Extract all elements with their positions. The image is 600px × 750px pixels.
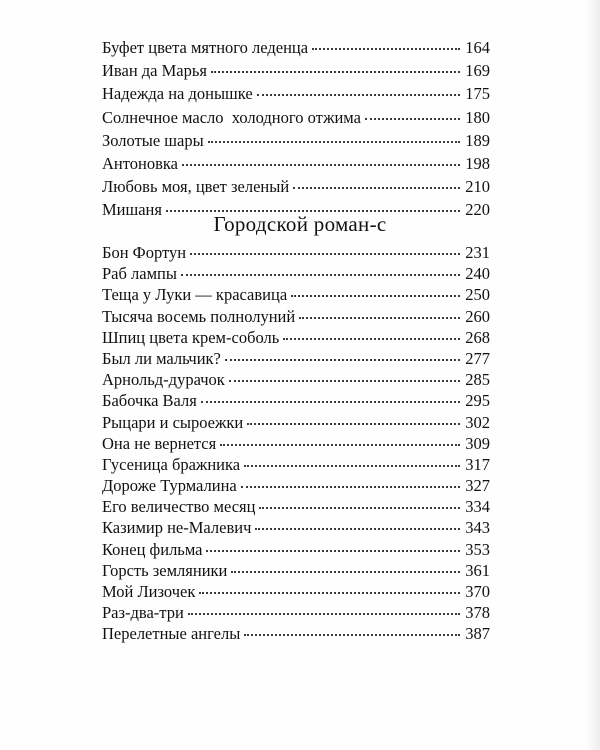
toc-entry-page: 309 bbox=[465, 433, 490, 453]
toc-entry-title: Буфет цвета мятного леденца bbox=[102, 38, 309, 57]
toc-entry-title: Перелетные ангелы bbox=[102, 624, 241, 644]
toc-entry-page: 370 bbox=[465, 582, 490, 601]
toc-entry-page: 210 bbox=[465, 177, 490, 197]
toc-entry bbox=[102, 263, 490, 284]
toc-entry-title: Мишаня bbox=[102, 200, 162, 220]
toc-entry-title: Конец фильма bbox=[102, 539, 203, 559]
toc-entry-title: Иван да Марья bbox=[102, 61, 207, 81]
toc-entry-page: 180 bbox=[465, 107, 490, 127]
toc-dot-leader bbox=[199, 591, 460, 594]
toc-dot-leader bbox=[293, 186, 460, 189]
toc-entry-title: Казимир не-Малевич bbox=[102, 518, 252, 538]
toc-dot-leader bbox=[299, 316, 460, 319]
toc-entry bbox=[102, 242, 490, 263]
toc-entry-page: 189 bbox=[465, 130, 490, 150]
toc-dot-leader bbox=[206, 549, 460, 552]
toc-entry bbox=[102, 82, 490, 105]
toc-entry bbox=[102, 152, 490, 175]
toc-entry bbox=[102, 454, 490, 475]
toc-entry-title: Был ли мальчик? bbox=[102, 348, 221, 368]
toc-dot-leader bbox=[257, 93, 460, 96]
toc-list-part-2 bbox=[102, 242, 490, 645]
toc-entry-title: Дороже Турмалина bbox=[102, 476, 237, 496]
toc-entry-title: Рыцари и сыроежки bbox=[102, 412, 244, 432]
toc-entry bbox=[102, 36, 490, 59]
toc-dot-leader bbox=[247, 422, 460, 425]
toc-dot-leader bbox=[225, 358, 460, 361]
toc-entry bbox=[102, 106, 490, 129]
toc-entry bbox=[102, 623, 490, 644]
toc-entry-page: 387 bbox=[465, 624, 490, 644]
toc-entry bbox=[102, 175, 490, 198]
toc-entry bbox=[102, 581, 490, 602]
toc-entry bbox=[102, 59, 490, 82]
page-edge-shadow bbox=[586, 0, 600, 750]
toc-entry-title: Шпиц цвета крем-соболь bbox=[102, 327, 280, 347]
toc-dot-leader bbox=[208, 140, 460, 143]
toc-entry-title: Теща у Луки — красавица bbox=[102, 285, 288, 305]
toc-entry bbox=[102, 602, 490, 623]
toc-dot-leader bbox=[312, 47, 460, 50]
toc-entry-page: 198 bbox=[465, 153, 490, 173]
toc-list-part-1 bbox=[102, 36, 490, 222]
toc-entry bbox=[102, 517, 490, 538]
toc-entry bbox=[102, 129, 490, 152]
toc-dot-leader bbox=[181, 273, 460, 276]
toc-entry bbox=[102, 327, 490, 348]
toc-entry-page: 327 bbox=[465, 476, 490, 496]
toc-entry-page: 317 bbox=[465, 454, 490, 474]
toc-entry bbox=[102, 412, 490, 433]
toc-entry-title: Раз-два-три bbox=[102, 603, 184, 623]
toc-entry-title: Горсть земляники bbox=[102, 560, 228, 580]
toc-dot-leader bbox=[229, 379, 460, 382]
toc-entry-title: Тысяча восемь полнолуний bbox=[102, 306, 296, 326]
toc-entry bbox=[102, 496, 490, 517]
toc-dot-leader bbox=[244, 464, 460, 467]
toc-dot-leader bbox=[231, 570, 460, 573]
toc-entry-page: 361 bbox=[465, 560, 490, 580]
toc-entry-page: 353 bbox=[465, 539, 490, 559]
toc-entry bbox=[102, 539, 490, 560]
toc-entry bbox=[102, 390, 490, 411]
toc-entry-title: Надежда на донышке bbox=[102, 84, 253, 104]
toc-entry bbox=[102, 560, 490, 581]
toc-entry-title: Мой Лизочек bbox=[102, 582, 196, 601]
toc-entry-page: 343 bbox=[465, 518, 490, 538]
toc-entry-page: 175 bbox=[465, 84, 490, 104]
toc-dot-leader bbox=[255, 527, 460, 530]
toc-dot-leader bbox=[259, 506, 460, 509]
toc-dot-leader bbox=[241, 485, 460, 488]
toc-dot-leader bbox=[201, 400, 460, 403]
toc-dot-leader bbox=[220, 443, 460, 446]
toc-entry bbox=[102, 369, 490, 390]
toc-entry-page: 169 bbox=[465, 61, 490, 81]
toc-entry bbox=[102, 475, 490, 496]
toc-entry-title: Его величество месяц bbox=[102, 497, 256, 517]
toc-entry-title: Любовь моя, цвет зеленый bbox=[102, 177, 290, 197]
toc-entry-page: 295 bbox=[465, 391, 490, 411]
toc-entry-title: Арнольд-дурачок bbox=[102, 370, 225, 390]
toc-entry-page: 268 bbox=[465, 327, 490, 347]
toc-entry-page: 302 bbox=[465, 412, 490, 432]
toc-dot-leader bbox=[365, 117, 460, 120]
toc-entry-title: Бабочка Валя bbox=[102, 391, 197, 411]
toc-entry-title: Она не вернется bbox=[102, 433, 217, 453]
toc-entry-page: 277 bbox=[465, 348, 490, 368]
toc-dot-leader bbox=[182, 163, 460, 166]
toc-entry-title: Бон Фортун bbox=[102, 243, 187, 262]
toc-entry-page: 240 bbox=[465, 264, 490, 284]
toc-entry-title: Солнечное масло холодного отжима bbox=[102, 107, 361, 127]
toc-entry-page: 250 bbox=[465, 285, 490, 305]
toc-entry-title: Гусеница бражника bbox=[102, 454, 241, 474]
toc-dot-leader bbox=[244, 633, 460, 636]
toc-entry-page: 378 bbox=[465, 603, 490, 623]
toc-entry-title: Золотые шары bbox=[102, 130, 204, 150]
toc-dot-leader bbox=[211, 70, 460, 73]
toc-entry-page: 334 bbox=[465, 497, 490, 517]
toc-entry-page: 164 bbox=[465, 38, 490, 57]
toc-entry-title: Антоновка bbox=[102, 153, 178, 173]
section-heading: Городской роман-с bbox=[213, 212, 387, 236]
toc-entry-page: 220 bbox=[465, 200, 490, 220]
toc-dot-leader bbox=[190, 252, 460, 255]
toc-entry bbox=[102, 306, 490, 327]
toc-entry-page: 260 bbox=[465, 306, 490, 326]
toc-entry-page: 231 bbox=[465, 243, 490, 262]
toc-entry bbox=[102, 348, 490, 369]
toc-entry-title: Раб лампы bbox=[102, 264, 177, 284]
toc-dot-leader bbox=[188, 612, 460, 615]
toc-dot-leader bbox=[291, 294, 460, 297]
toc-entry-page: 285 bbox=[465, 370, 490, 390]
toc-entry bbox=[102, 433, 490, 454]
toc-entry bbox=[102, 284, 490, 305]
toc-dot-leader bbox=[283, 337, 460, 340]
